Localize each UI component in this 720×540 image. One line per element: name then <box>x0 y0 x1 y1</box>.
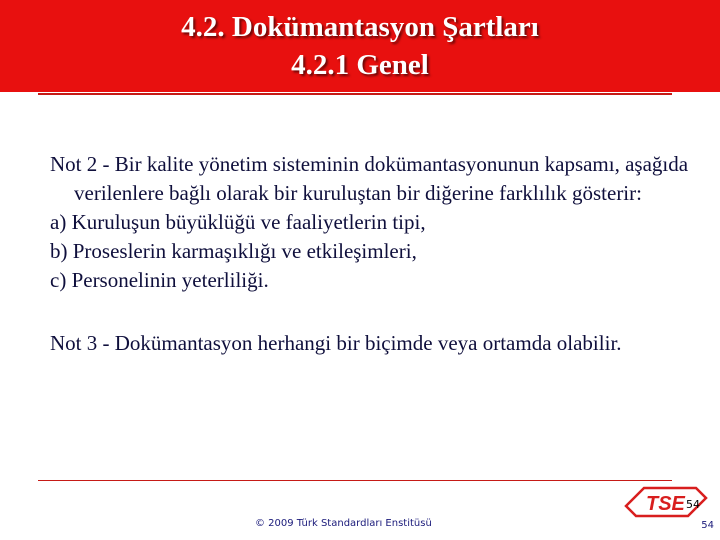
slide-subtitle: 4.2.1 Genel <box>291 49 429 81</box>
list-item: b) Proseslerin karmaşıklığı ve etkileşimleri, <box>50 239 417 263</box>
title-bar <box>0 0 720 92</box>
note-3-text: - Dokümantasyon herhangi bir biçimde veya ortamda olabilir. <box>97 331 622 355</box>
slide-title: 4.2. Dokümantasyon Şartları <box>181 11 539 43</box>
top-divider <box>38 93 672 95</box>
note-2-label: Not 2 <box>50 152 98 176</box>
logo-text: TSE <box>646 493 685 515</box>
logo-page-number: 54 <box>686 498 700 511</box>
note-2 <box>50 150 690 208</box>
copyright-text: © 2009 Türk Standardları Enstitüsü <box>255 518 432 529</box>
note-3-label: Not 3 <box>50 331 98 355</box>
list-item: a) Kuruluşun büyüklüğü ve faaliyetlerin tipi, <box>50 210 426 234</box>
bottom-divider <box>38 480 672 481</box>
spacer <box>50 295 690 329</box>
list-item: c) Personelinin yeterliliği. <box>50 268 269 292</box>
page-number: 54 <box>701 520 714 531</box>
slide-body <box>50 150 690 358</box>
note-2-text: - Bir kalite yönetim sisteminin dokümantasyonunun kapsamı, aşağıda verilenlere bağlı olarak bir kuruluştan bir diğerine farklılık gösterir: <box>74 152 689 205</box>
note-3 <box>50 329 690 358</box>
